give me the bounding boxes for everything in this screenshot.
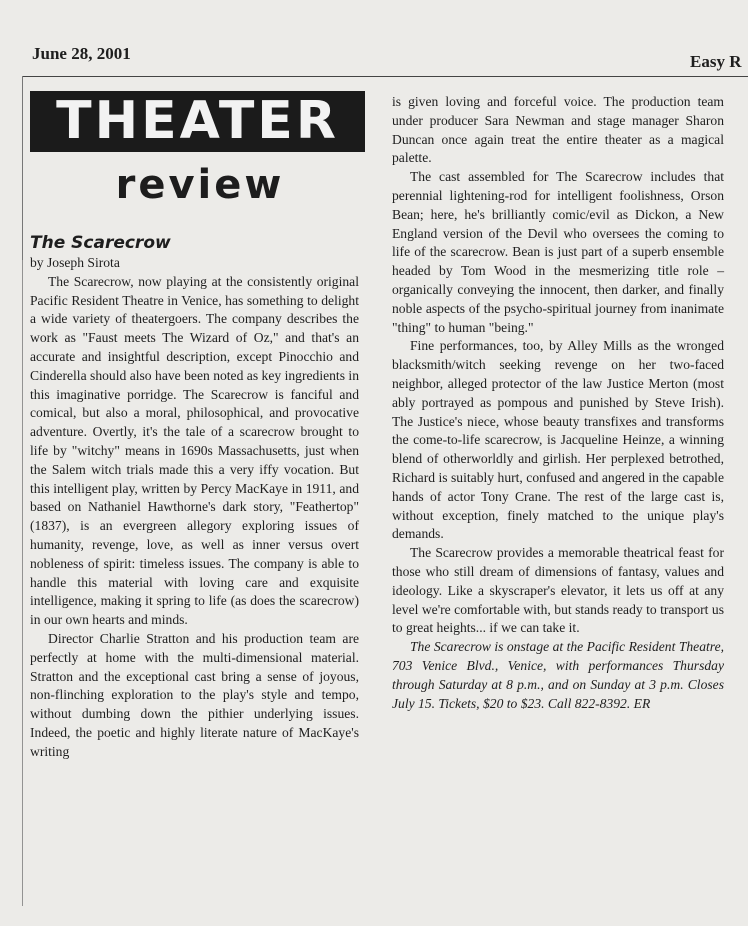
article-paragraph: Fine performances, too, by Alley Mills as the wronged blacksmith/witch seeking revenge on her two-faced neighbor, alleged protector of the law Justice Merton (most ably portrayed as pompous and punished by Steve Irish). The Justice's niece, whose beauty transfixes and transforms the come-to-life scarecrow, is Jacqueline Heinze, a winning blend of otherworldly and girlish. Her perplexed betrothed, Richard is suitably hurt, confused and angered in the capable hands of actor Tony Crane. The rest of the large cast is, without exception, finely matched to the unique play's demands. [392,338,724,542]
article-byline: by Joseph Sirota [30,255,120,270]
article-paragraph: The Scarecrow provides a memorable theatrical feast for those who still dream of dimensions of fantasy, values and ideology. Like a skyscraper's elevator, it lets us off at any level we're comfortable with, but stands ready to transport us to great heights... if we can take it. [392,545,724,636]
article-paragraph: is given loving and forceful voice. The production team under producer Sara Newman and stage manager Sharon Duncan once again treat the entire theater as a magical palette. [392,94,724,166]
article-column-2 [392,93,724,713]
performance-info: The Scarecrow is onstage at the Pacific Resident Theatre, 703 Venice Blvd., Venice, with performances Thursday through Saturday at 8 p.m., and on Sunday at 3 p.m. Closes July 15. Tickets, $20 to $23. Call 822-8392. ER [392,639,724,711]
article-paragraph: Director Charlie Stratton and his production team are perfectly at home with the multi-dimensional material. Stratton and the exceptional cast bring a sense of joyous, non-flinching exploration to the play's style and tempo, without dumbing down the pithier underlying issues. Indeed, the poetic and highly literate nature of MacKaye's writing [30,630,359,759]
issue-date: June 28, 2001 [32,44,131,63]
article-paragraph: The Scarecrow, now playing at the consistently original Pacific Resident Theatre in Venice, has something to delight a wide variety of theatergoers. The company describes the work as "Faust meets The Wizard of Oz," and that's an accurate and insightful description, except Pinocchio and Cinderella should also have been noted as key ingredients in this imaginative porridge. The Scarecrow is fanciful and comical, but also a moral, philosophical, and provocative adventure. Overtly, it's the tale of a scarecrow brought to life by "witchy" means in 1690s Massachusetts, just when the Salem witch trials made this a very iffy vocation. But this intelligent play, written by Percy MacKaye in 1911, and based on Nathaniel Hawthorne's dark story, "Feathertop" (1837), is an evergreen allegory exploring issues of humanity, revenge, love, as well as inner versus overt nobleness of spirit: timeless issues. The company is able to handle this material with loving care and exquisite intelligence, making it spring to life (as does the scarecrow) in our own hearts and minds. [30,273,359,628]
header-rule [22,76,748,77]
scan-edge-fade [0,260,30,926]
review-heading: review [115,162,285,208]
theater-banner: THEATER [30,91,365,152]
article-column-1 [30,232,359,762]
article-headline: The Scarecrow [30,233,171,253]
article-paragraph: The cast assembled for The Scarecrow includes that perennial lightening-rod for intelligent foolishness, Orson Bean; here, he's brilliantly comic/evil as Dickon, a New England version of the Devil who oversees the coming to life of the scarecrow. Bean is just part of a superb ensemble headed by Tom Wood in the mesmerizing title role – organically conveying the innocent, then darker, and finally noble aspects of the psycho-spiritual journey from inanimate "thing" to human "being." [392,169,724,335]
section-name: Easy R [690,52,742,71]
